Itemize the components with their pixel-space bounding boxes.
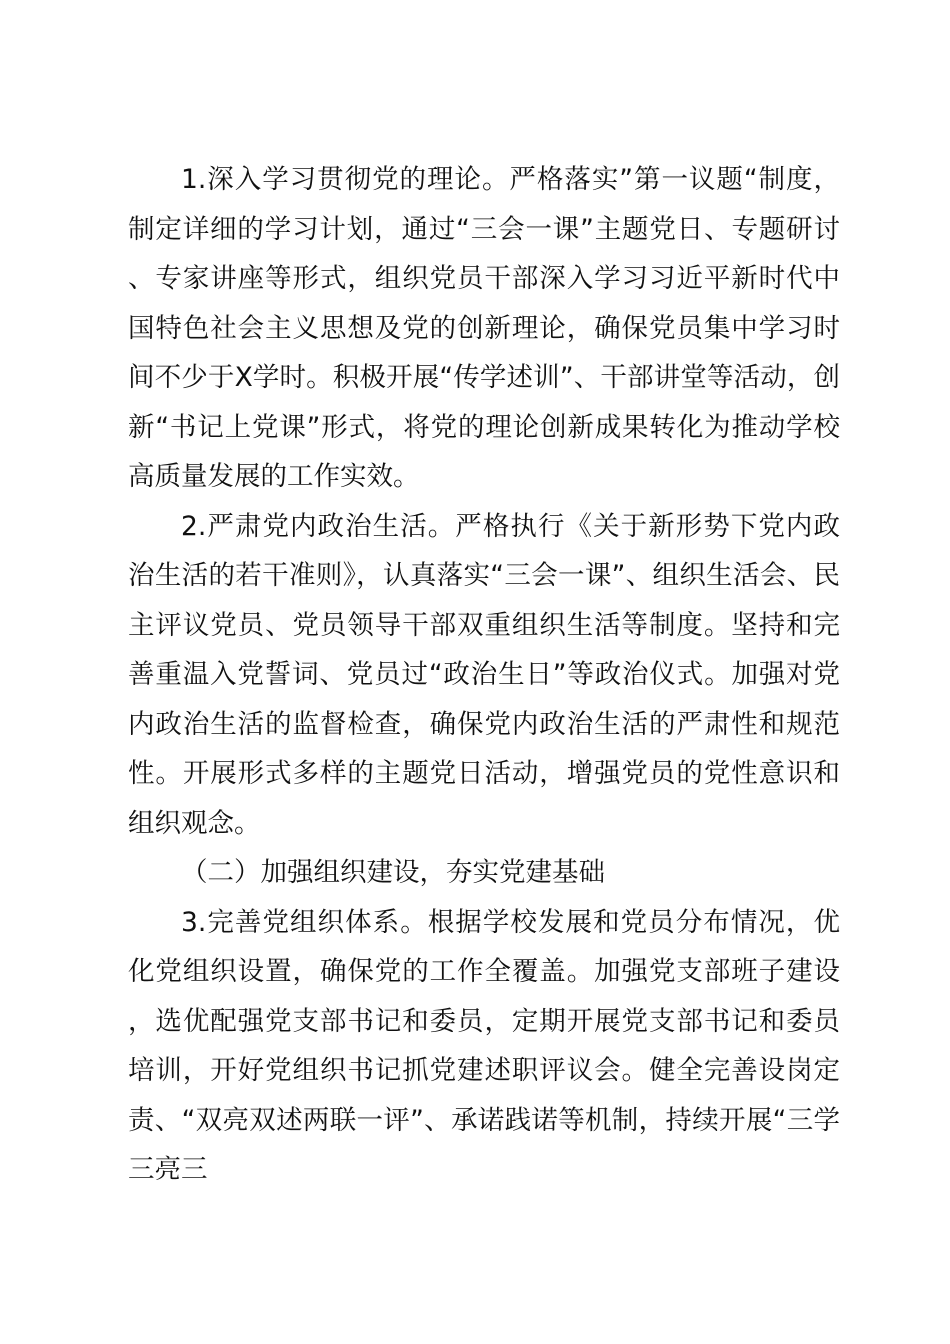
section-heading: （二）加强组织建设，夯实党建基础 — [181, 857, 605, 888]
paragraph-1: 1.深入学习贯彻党的理论。严格落实”第一议题“制度，制定详细的学习计划，通过“三会一课”主题党日、专题研讨、专家讲座等形式，组织党员干部深入学习习近平新时代中国特色社会主义思想及党的创新理论，确保党员集中学习时间不少于X学时。积极开展“传学述训”、干部讲堂等活动，创新“书记上党课”形式，将党的理论创新成果转化为推动学校高质量发展的工作实效。 — [128, 164, 840, 492]
paragraph-2: 2.严肃党内政治生活。严格执行《关于新形势下党内政治生活的若干准则》，认真落实“三会一课”、组织生活会、民主评议党员、党员领导干部双重组织生活等制度。坚持和完善重温入党誓词、党员过“政治生日”等政治仪式。加强对党内政治生活的监督检查，确保党内政治生活的严肃性和规范性。开展形式多样的主题党日活动，增强党员的党性意识和组织观念。 — [128, 510, 840, 839]
document-body — [128, 155, 840, 1195]
paragraph-3: 3.完善党组织体系。根据学校发展和党员分布情况，优化党组织设置，确保党的工作全覆盖。加强党支部班子建设，选优配强党支部书记和委员，定期开展党支部书记和委员培训，开好党组织书记抓党建述职评议会。健全完善设岗定责、“双亮双述两联一评”、承诺践诺等机制，持续开展“三学三亮三 — [128, 906, 840, 1185]
